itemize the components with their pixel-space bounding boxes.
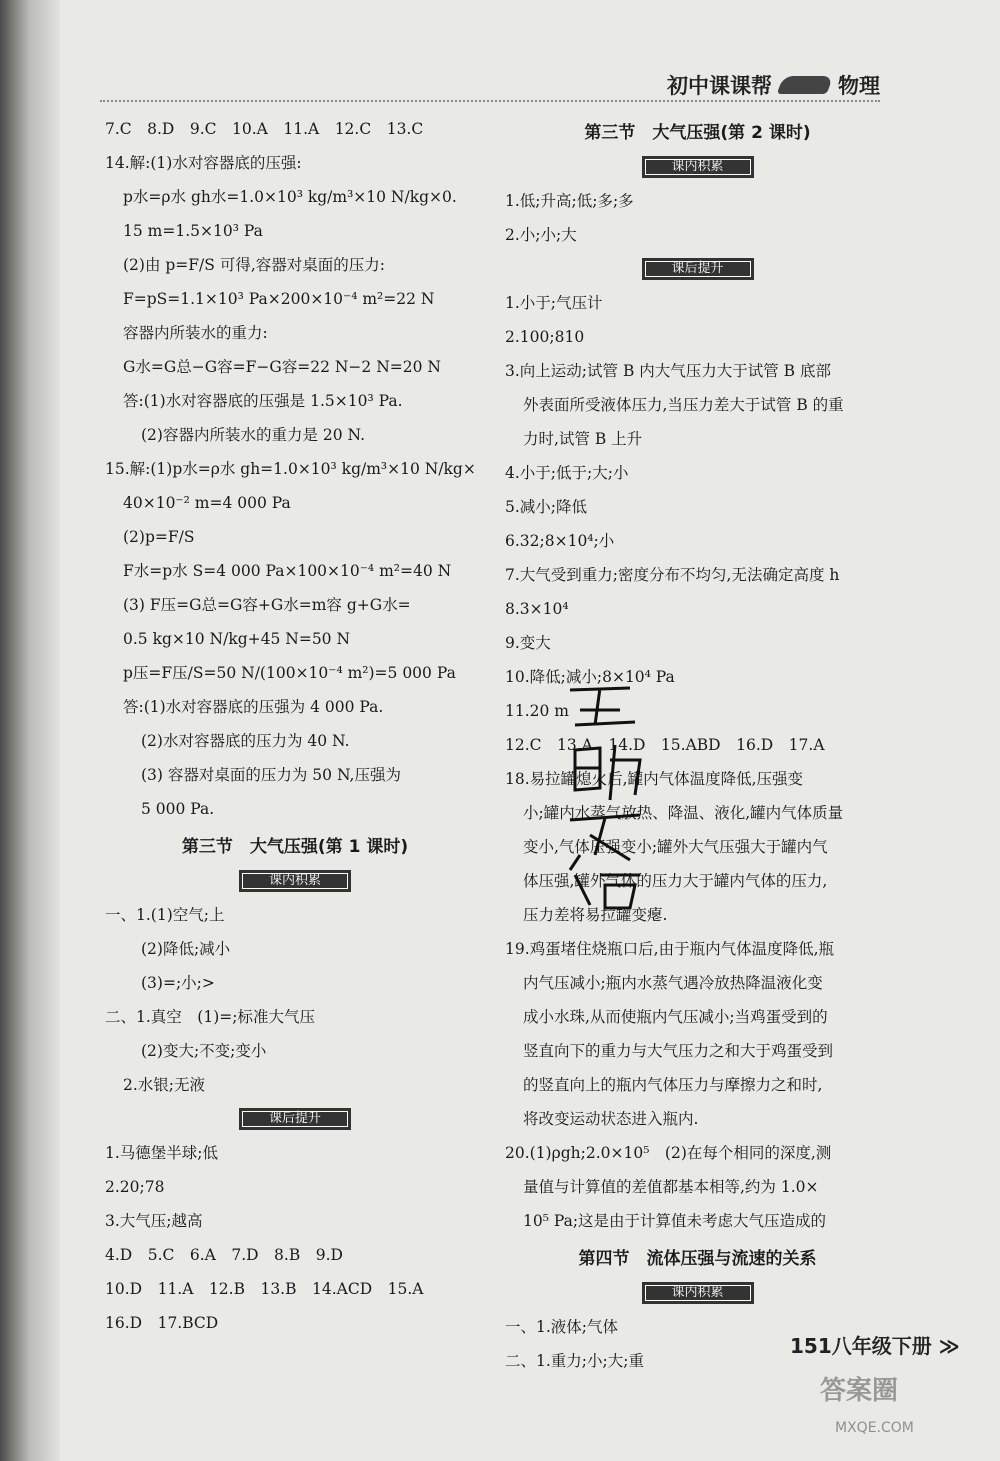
answer-line: 压力差将易拉罐变瘪. — [523, 906, 668, 924]
answer-line: 答:(1)水对容器底的压强是 1.5×10³ Pa. — [123, 392, 403, 410]
answer-line: 变小,气体压强变小;罐外大气压强大于罐内气 — [523, 838, 828, 856]
answer-line: 将改变运动状态进入瓶内. — [523, 1110, 699, 1128]
answer-line: 20.(1)ρgh;2.0×10⁵ (2)在每个相同的深度,测 — [505, 1144, 832, 1162]
section-title: 第四节 流体压强与流速的关系 — [578, 1249, 817, 1269]
section-title: 第三节 大气压强(第 2 课时) — [584, 123, 811, 143]
answer-line: 16.D 17.BCD — [105, 1314, 219, 1332]
answer-line: 成小水珠,从而使瓶内气压减小;当鸡蛋受到的 — [523, 1008, 828, 1026]
answer-line: 1.小于;气压计 — [505, 294, 603, 312]
answer-line: 18.易拉罐熄火后,罐内气体温度降低,压强变 — [505, 770, 804, 788]
answer-line: 10.D 11.A 12.B 13.B 14.ACD 15.A — [105, 1280, 424, 1298]
answer-line: 4.小于;低于;大;小 — [505, 464, 629, 482]
answer-line: 7.大气受到重力;密度分布不均匀,无法确定高度 h — [505, 566, 840, 584]
answer-line: 2.20;78 — [105, 1178, 165, 1196]
section-badge: 课内积累 — [642, 156, 754, 178]
answer-line: (3) F压=G总=G容+G水=m容 g+G水= — [123, 596, 411, 614]
answer-line: 二、1.真空 (1)=;标准大气压 — [105, 1008, 315, 1026]
handwritten-signature — [560, 670, 650, 910]
answer-line: 7.C 8.D 9.C 10.A 11.A 12.C 13.C — [105, 120, 424, 138]
answer-line: 一、1.(1)空气;上 — [105, 906, 225, 924]
subject-name: 物理 — [838, 74, 880, 98]
answer-line: 量值与计算值的差值都基本相等,约为 1.0× — [523, 1178, 819, 1196]
answer-line: 5 000 Pa. — [141, 800, 215, 818]
answer-line: 0.5 kg×10 N/kg+45 N=50 N — [123, 630, 351, 648]
section-badge: 课内积累 — [642, 1282, 754, 1304]
answer-line: 12.C 13.A 14.D 15.ABD 16.D 17.A — [505, 736, 825, 754]
answer-line: (2)水对容器底的压力为 40 N. — [141, 732, 350, 750]
answer-line: 3.向上运动;试管 B 内大气压力大于试管 B 底部 — [505, 362, 832, 380]
answer-line: (2)由 p=F/S 可得,容器对桌面的压力: — [123, 256, 385, 274]
answer-line: 8.3×10⁴ — [505, 600, 569, 618]
section-badge: 课后提升 — [642, 258, 754, 280]
brand-name: 初中课课帮 — [667, 74, 772, 98]
answer-line: 1.马德堡半球;低 — [105, 1144, 219, 1162]
answer-line: p压=F压/S=50 N/(100×10⁻⁴ m²)=5 000 Pa — [123, 664, 456, 682]
answer-line: 11.20 m — [505, 702, 569, 720]
page-header — [100, 70, 880, 102]
answer-line: 小;罐内水蒸气放热、降温、液化,罐内气体质量 — [523, 804, 844, 822]
answer-line: 3.大气压;越高 — [105, 1212, 203, 1230]
answer-line: 6.32;8×10⁴;小 — [505, 532, 615, 550]
answer-line: 2.100;810 — [505, 328, 585, 346]
answer-line: 外表面所受液体压力,当压力差大于试管 B 的重 — [523, 396, 844, 414]
watermark: 答案圈 — [820, 1376, 899, 1406]
answer-line: 答:(1)水对容器底的压强为 4 000 Pa. — [123, 698, 384, 716]
brand — [667, 70, 880, 100]
answer-line: p水=ρ水 gh水=1.0×10³ kg/m³×10 N/kg×0. — [123, 188, 457, 206]
answer-line: 体压强,罐外气体的压力大于罐内气体的压力, — [523, 872, 828, 890]
left-column — [105, 112, 485, 1340]
section-badge: 课内积累 — [239, 870, 351, 892]
answer-line: 19.鸡蛋堵住烧瓶口后,由于瓶内气体温度降低,瓶 — [505, 940, 835, 958]
answer-line: 2.小;小;大 — [505, 226, 577, 244]
answer-line: (2)p=F/S — [123, 528, 195, 546]
answer-line: 二、1.重力;小;大;重 — [505, 1352, 644, 1370]
answer-line: 15 m=1.5×10³ Pa — [123, 222, 263, 240]
answer-line: (2)变大;不变;变小 — [141, 1042, 267, 1060]
answer-line: 10.降低;减小;8×10⁴ Pa — [505, 668, 675, 686]
answer-line: 40×10⁻² m=4 000 Pa — [123, 494, 291, 512]
answer-line: 2.水银;无液 — [123, 1076, 206, 1094]
answer-line: 力时,试管 B 上升 — [523, 430, 643, 448]
answer-line: 4.D 5.C 6.A 7.D 8.B 9.D — [105, 1246, 343, 1264]
answer-line: F=pS=1.1×10³ Pa×200×10⁻⁴ m²=22 N — [123, 290, 435, 308]
answer-line: 容器内所装水的重力: — [123, 324, 268, 342]
answer-line: 的竖直向上的瓶内气体压力与摩擦力之和时, — [523, 1076, 823, 1094]
book-spine — [0, 0, 60, 1461]
page-footer: 151八年级下册 ≫ — [790, 1334, 960, 1358]
answer-line: G水=G总−G容=F−G容=22 N−2 N=20 N — [123, 358, 441, 376]
answer-line: 15.解:(1)p水=ρ水 gh=1.0×10³ kg/m³×10 N/kg× — [105, 460, 476, 478]
answer-line: 10⁵ Pa;这是由于计算值未考虑大气压造成的 — [523, 1212, 827, 1230]
answer-line: 一、1.液体;气体 — [505, 1318, 619, 1336]
answer-line: (2)容器内所装水的重力是 20 N. — [141, 426, 366, 444]
answer-line: (3) 容器对桌面的压力为 50 N,压强为 — [141, 766, 401, 784]
answer-line: 5.减小;降低 — [505, 498, 588, 516]
answer-line: (2)降低;减小 — [141, 940, 231, 958]
book-icon — [777, 76, 834, 94]
answer-line: F水=p水 S=4 000 Pa×100×10⁻⁴ m²=40 N — [123, 562, 452, 580]
answer-line: 14.解:(1)水对容器底的压强: — [105, 154, 302, 172]
answer-line: 内气压减小;瓶内水蒸气遇冷放热降温液化变 — [523, 974, 823, 992]
section-title: 第三节 大气压强(第 1 课时) — [181, 837, 409, 857]
answer-line: 9.变大 — [505, 634, 551, 652]
answer-line: 1.低;升高;低;多;多 — [505, 192, 634, 210]
watermark-url: MXQE.COM — [835, 1420, 914, 1436]
answer-line: 竖直向下的重力与大气压力之和大于鸡蛋受到 — [523, 1042, 834, 1060]
answer-line: (3)=;小;> — [141, 974, 215, 992]
section-badge: 课后提升 — [239, 1108, 351, 1130]
